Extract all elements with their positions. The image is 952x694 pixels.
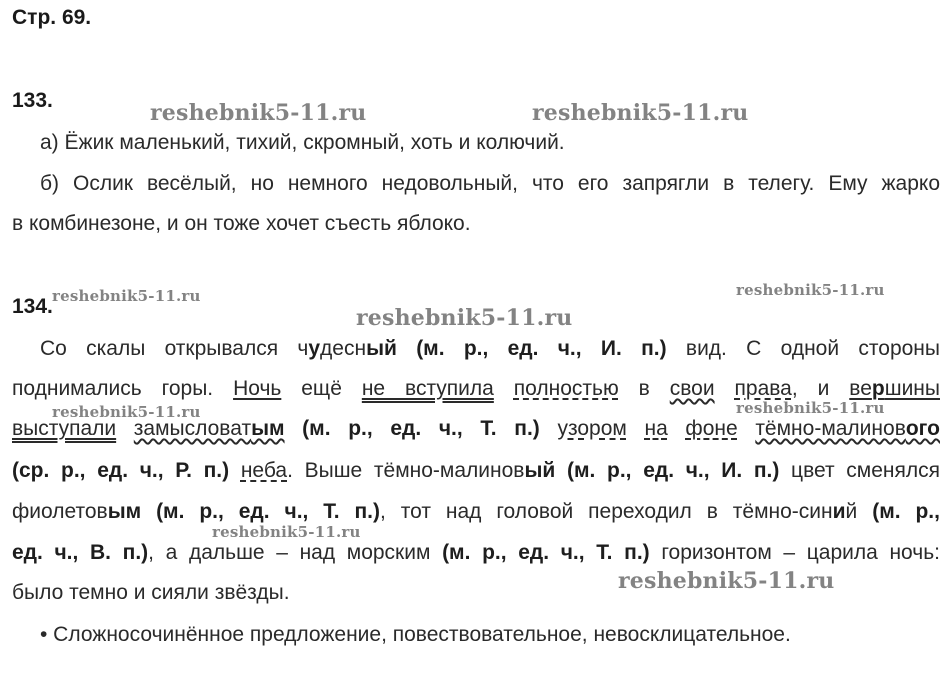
text: вид. С одной стороны	[666, 337, 940, 360]
exercise-134-number: 134.	[12, 295, 53, 318]
subject-noch: Ночь	[233, 377, 282, 400]
exercise-133-number: 133.	[12, 89, 53, 112]
text	[715, 377, 735, 400]
ex134-line-4	[12, 456, 940, 486]
adverbial-na: на	[644, 417, 668, 440]
text: десн	[320, 337, 367, 360]
text: . Выше тёмно-малинов	[287, 459, 525, 482]
attribute-temno-malinovogo: тёмно-малинового	[755, 417, 940, 440]
watermark: reshebnik5-11.ru	[532, 100, 749, 126]
grammar-note: (м. р., ед. ч., Т. п.)	[284, 417, 540, 440]
text: ещё	[281, 377, 362, 400]
text: , тот над головой переходил в тёмно-син	[380, 500, 833, 523]
subject-vershiny: вершины	[849, 377, 940, 400]
object-neba: неба	[240, 459, 288, 482]
predicate-vystupali: выступали	[12, 417, 117, 440]
adverbial-polnostyu: полностью	[513, 377, 619, 400]
text	[229, 459, 241, 482]
ex134-line-1	[40, 334, 940, 364]
object-uzorom: узором	[557, 417, 627, 440]
text: Со скалы открывался ч	[40, 337, 309, 360]
text	[738, 417, 756, 440]
object-prava: права	[734, 377, 792, 400]
watermark: reshebnik5-11.ru	[52, 287, 201, 305]
grammar-note: ый (м. р., ед. ч., И. п.)	[366, 337, 667, 360]
text: поднимались горы.	[12, 377, 234, 400]
watermark: reshebnik5-11.ru	[150, 100, 367, 126]
grammar-note: (м. р.,	[872, 500, 940, 523]
ex133-line-b1: б) Ослик весёлый, но немного недовольный, что его запрягли в телегу. Ему жарко	[40, 172, 940, 195]
text	[494, 377, 514, 400]
grammar-note: ым (м. р., ед. ч., Т. п.)	[107, 500, 380, 523]
watermark: reshebnik5-11.ru	[618, 568, 835, 594]
grammar-note: (ср. р., ед. ч., Р. п.)	[12, 459, 230, 482]
text: цвет сменялся	[779, 459, 940, 482]
text: фиолетов	[12, 500, 108, 523]
text: в	[618, 377, 670, 400]
attribute-svoi: свои	[669, 377, 715, 400]
ex133-line-a: а) Ёжик маленький, тихий, скромный, хоть и колючий.	[40, 131, 565, 154]
watermark: reshebnik5-11.ru	[736, 281, 885, 299]
predicate-ne-vstupila: не вступила	[361, 377, 494, 400]
watermark: reshebnik5-11.ru	[52, 403, 201, 421]
ex134-line-6	[12, 538, 940, 568]
text	[627, 417, 645, 440]
text	[540, 417, 558, 440]
ex133-line-b2: в комбинезоне, и он тоже хочет съесть яблоко.	[12, 212, 471, 235]
text: горизонтом – царила ночь:	[649, 541, 940, 564]
page-label: Стр. 69.	[12, 6, 92, 29]
watermark: reshebnik5-11.ru	[212, 523, 361, 541]
ex134-line-5	[12, 497, 940, 527]
adverbial-fone: фоне	[685, 417, 738, 440]
text	[668, 417, 686, 440]
text: , и	[791, 377, 850, 400]
watermark: reshebnik5-11.ru	[356, 305, 573, 331]
bold-letter: у	[308, 337, 321, 360]
grammar-note: (м. р., ед. ч., Т. п.)	[442, 541, 650, 564]
bold-letter: и	[832, 500, 846, 523]
grammar-note: ый (м. р., ед. ч., И. п.)	[524, 459, 780, 482]
grammar-note: ед. ч., В. п.)	[12, 541, 149, 564]
text: , а дальше – над морским	[148, 541, 443, 564]
ex134-summary: • Сложносочинённое предложение, повествовательное, невосклицательное.	[40, 623, 791, 646]
ex134-line-7: было темно и сияли звёзды.	[12, 581, 290, 604]
text: й	[845, 500, 873, 523]
attribute-zamyslovatym: замысловатым	[133, 417, 285, 440]
watermark: reshebnik5-11.ru	[736, 399, 885, 417]
